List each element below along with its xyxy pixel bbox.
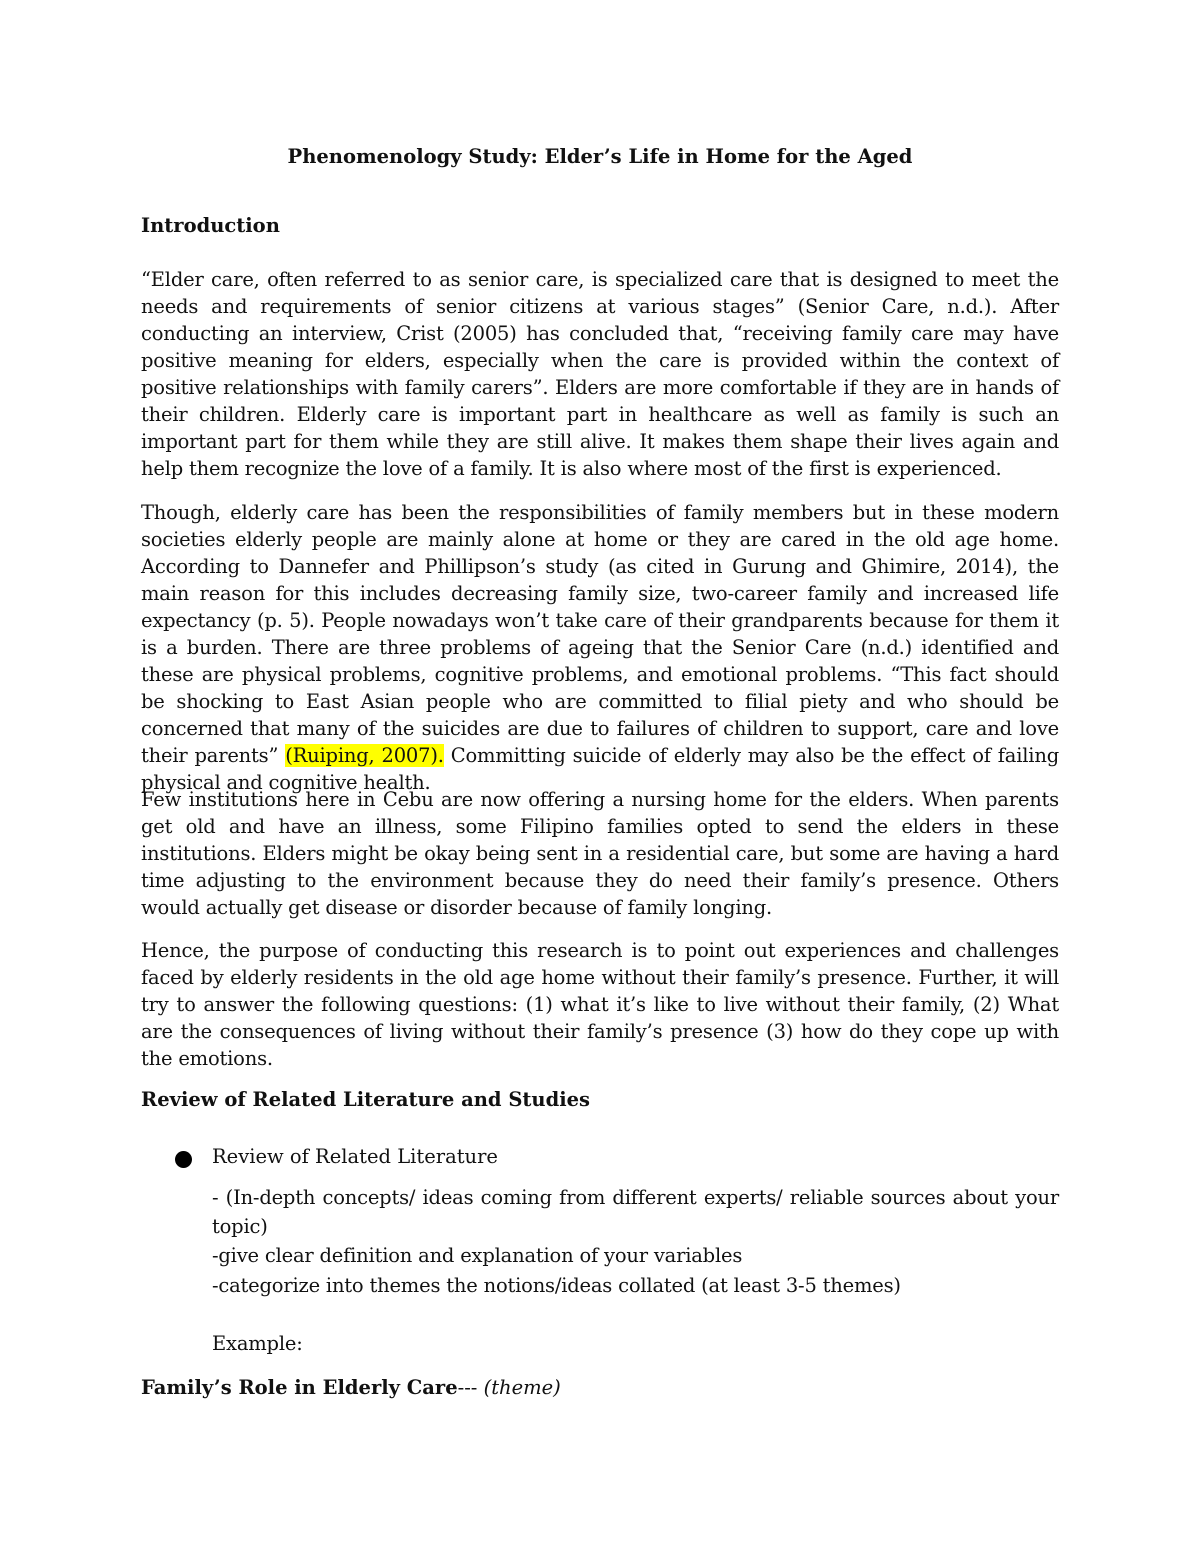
bullet-dot-icon xyxy=(175,1151,192,1168)
intro-paragraph-3: Few institutions here in Cebu are now offering a nursing home for the elders. When parents get old and have an illness, some Filipino families opted to send the elders in these institutions. Elders might be okay being sent in a residential care, but some are having a hard time adjusting to the environment because they do need their family’s presence. Others would actually get disease or disorder because of family longing. xyxy=(141,788,1059,919)
sub-item-1: - (In-depth concepts/ ideas coming from different experts/ reliable sources about your topic) xyxy=(212,1186,1059,1238)
example-label: Example: xyxy=(212,1332,303,1355)
sub-item-3: -categorize into themes the notions/ideas collated (at least 3-5 themes) xyxy=(212,1274,901,1297)
intro-paragraph-1: “Elder care, often referred to as senior care, is specialized care that is designed to meet the needs and requirements of senior citizens at various stages” (Senior Care, n.d.). After conducting an interview, Crist (2005) has concluded that, “receiving family care may have positive meaning for elders, especially when the care is provided within the context of positive relationships with family carers”. Elders are more comfortable if they are in hands of their children. Elderly care is important part in healthcare as well as family is such an important part for them while they are still alive. It makes them shape their lives again and help them recognize the love of a family. It is also where most of the first is experienced. xyxy=(141,268,1059,480)
intro-paragraph-2 xyxy=(141,499,1059,796)
theme-line xyxy=(141,1374,561,1402)
paragraph-2-text: Though, elderly care has been the responsibilities of family members but in these modern societies elderly people are mainly alone at home or they are cared in the old age home. According to Dannefer and Phillipson’s study (as cited in Gurung and Ghimire, 2014), the main reason for this includes decreasing family size, two-career family and increased life expectancy (p. 5). People nowadays won’t take care of their grandparents because for them it is a burden. There are three problems of ageing that the Senior Care (n.d.) identified and these are physical problems, cognitive problems, and emotional problems. “This fact should be shocking to East Asian people who are committed to filial piety and who should be concerned that many of the suicides are due to failures of children to support, care and love their parents” xyxy=(141,501,1059,767)
paragraph-2-text-end: Committing suicide of elderly may also be the effect of failing physical and cognitive health. xyxy=(141,744,1059,794)
bullet-label: Review of Related Literature xyxy=(212,1145,498,1168)
theme-note: (theme) xyxy=(483,1376,561,1399)
introduction-heading: Introduction xyxy=(141,214,280,237)
document-page xyxy=(141,0,1059,1553)
theme-title: Family’s Role in Elderly Care xyxy=(141,1376,458,1399)
intro-paragraph-4: Hence, the purpose of conducting this research is to point out experiences and challenges faced by elderly residents in the old age home without their family’s presence. Further, it will try to answer the following questions: (1) what it’s like to live without their family, (2) What are the consequences of living without their family’s presence (3) how do they cope up with the emotions. xyxy=(141,939,1059,1070)
document-title: Phenomenology Study: Elder’s Life in Home for the Aged xyxy=(287,145,913,168)
review-heading: Review of Related Literature and Studies xyxy=(141,1088,591,1111)
theme-dashes: --- xyxy=(457,1376,478,1399)
sub-item-2: -give clear definition and explanation of your variables xyxy=(212,1244,743,1267)
highlighted-citation: (Ruiping, 2007). xyxy=(285,744,444,767)
